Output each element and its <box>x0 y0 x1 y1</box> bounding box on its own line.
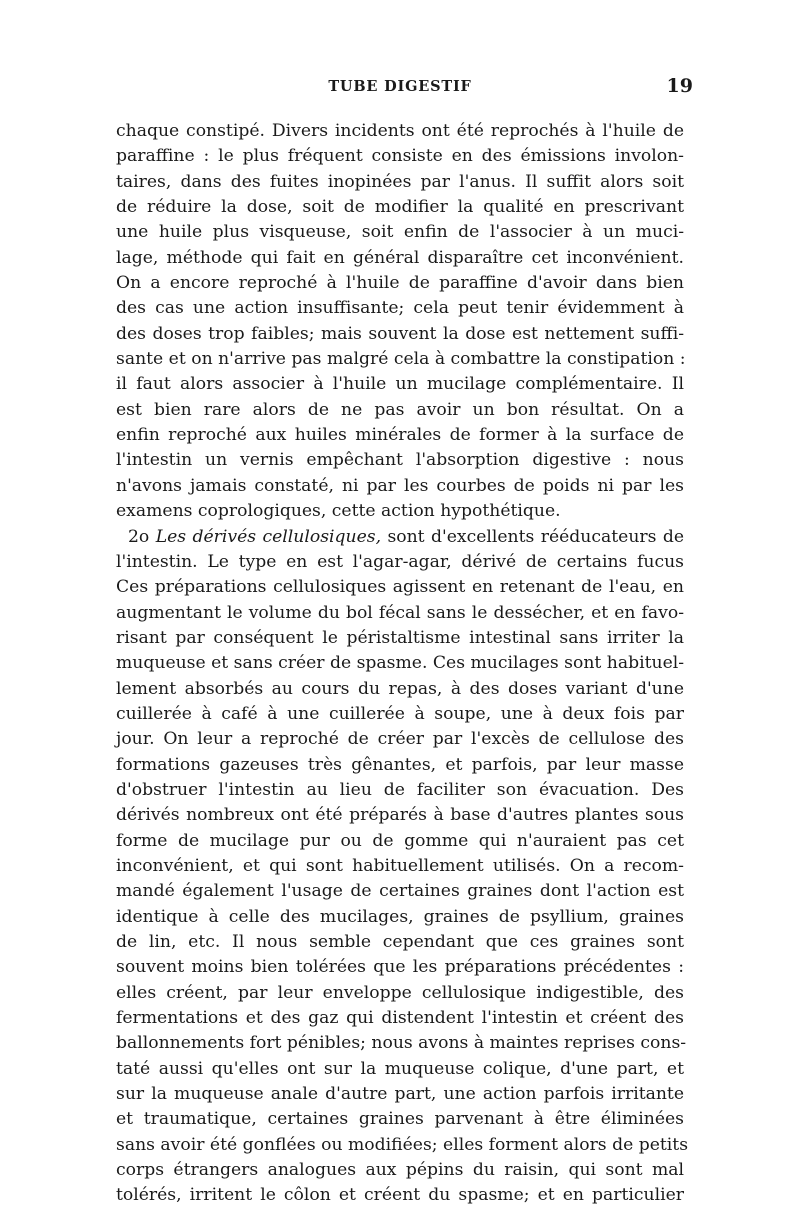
text-line: et traumatique, certaines graines parvenant à être éliminées <box>116 1109 684 1130</box>
text-line: de réduire la dose, soit de modifier la qualité en prescrivant <box>116 197 684 218</box>
text-line: des doses trop faibles; mais souvent la dose est nettement suffi- <box>116 323 684 344</box>
text-line: examens coprologiques, cette action hypothétique. <box>116 501 561 522</box>
text-line: ballonnements fort pénibles; nous avons à maintes reprises cons- <box>116 1033 687 1054</box>
text-line: augmentant le volume du bol fécal sans le dessécher, et en favo- <box>116 602 684 623</box>
text-line: l'intestin un vernis empêchant l'absorption digestive : nous <box>116 450 684 471</box>
text-line: On a encore reproché à l'huile de paraffine d'avoir dans bien <box>116 273 684 294</box>
text-line: taires, dans des fuites inopinées par l'anus. Il suffit alors soit <box>116 171 684 192</box>
text-line: souvent moins bien tolérées que les préparations précédentes : <box>116 957 684 978</box>
text-line: fermentations et des gaz qui distendent l'intestin et créent des <box>116 1008 684 1029</box>
text-line: inconvénient, et qui sont habituellement utilisés. On a recom- <box>116 855 684 876</box>
text-line: n'avons jamais constaté, ni par les courbes de poids ni par les <box>116 475 684 496</box>
text-line: dérivés nombreux ont été préparés à base d'autres plantes sous <box>116 805 684 826</box>
text-line: taté aussi qu'elles ont sur la muqueuse colique, d'une part, et <box>116 1058 684 1079</box>
text-line: d'obstruer l'intestin au lieu de faciliter son évacuation. Des <box>116 779 684 800</box>
text-line: lage, méthode qui fait en général disparaître cet inconvénient. <box>116 247 684 268</box>
text-line: formations gazeuses très gênantes, et parfois, par leur masse <box>116 754 684 775</box>
text-line: identique à celle des mucilages, graines de psyllium, graines <box>116 906 684 927</box>
section-title: Les dérivés cellulosiques, <box>155 526 382 547</box>
text-line: des cas une action insuffisante; cela peut tenir évidemment à <box>116 298 684 319</box>
text-line: lement absorbés au cours du repas, à des doses variant d'une <box>116 678 684 699</box>
text-line: sans avoir été gonflées ou modifiées; elles forment alors de petits <box>116 1134 689 1155</box>
paragraph-2 <box>116 525 689 1209</box>
section-heading-line <box>116 525 684 550</box>
section-number: 2o <box>128 526 150 547</box>
page-number: 19 <box>666 75 693 97</box>
text-line: paraffine : le plus fréquent consiste en des émissions involon- <box>116 146 684 167</box>
text-line: une huile plus visqueuse, soit enfin de l'associer à un muci- <box>116 222 684 243</box>
text-line: de lin, etc. Il nous semble cependant que ces graines sont <box>116 932 684 952</box>
paragraph-1 <box>116 119 684 525</box>
text-line: risant par conséquent le péristaltisme intestinal sans irriter la <box>116 627 684 648</box>
page-header <box>115 75 693 104</box>
text-line: forme de mucilage pur ou de gomme qui n'auraient pas cet <box>116 830 684 851</box>
text-line: il faut alors associer à l'huile un mucilage complémentaire. Il <box>116 374 684 395</box>
text-line: elles créent, par leur enveloppe cellulosique indigestible, des <box>116 982 684 1003</box>
text-line: tolérés, irritent le côlon et créent du spasme; et en particulier <box>116 1185 684 1206</box>
text-line: jour. On leur a reproché de créer par l'excès de cellulose des <box>116 729 684 750</box>
text-line: enfin reproché aux huiles minérales de former à la surface de <box>116 425 684 446</box>
text-line: sur la muqueuse anale d'autre part, une action parfois irritante <box>116 1084 684 1105</box>
body-text <box>116 119 689 1209</box>
text-line: est bien rare alors de ne pas avoir un bon résultat. On a <box>116 399 684 420</box>
text-line: muqueuse et sans créer de spasme. Ces mucilages sont habituel- <box>116 653 685 674</box>
text-line: chaque constipé. Divers incidents ont été reprochés à l'huile de <box>116 121 684 141</box>
section-first-line: sont d'excellents rééducateurs de <box>381 526 684 547</box>
text-line: sante et on n'arrive pas malgré cela à combattre la constipation : <box>116 349 686 370</box>
text-line: mandé également l'usage de certaines graines dont l'action est <box>116 881 684 902</box>
running-title: TUBE DIGESTIF <box>328 78 472 95</box>
text-line: l'intestin. Le type en est l'agar-agar, dérivé de certains fucus <box>116 551 684 572</box>
text-line: cuillerée à café à une cuillerée à soupe, une à deux fois par <box>116 703 684 724</box>
text-line: Ces préparations cellulosiques agissent en retenant de l'eau, en <box>116 577 684 598</box>
text-line: corps étrangers analogues aux pépins du raisin, qui sont mal <box>116 1160 684 1181</box>
